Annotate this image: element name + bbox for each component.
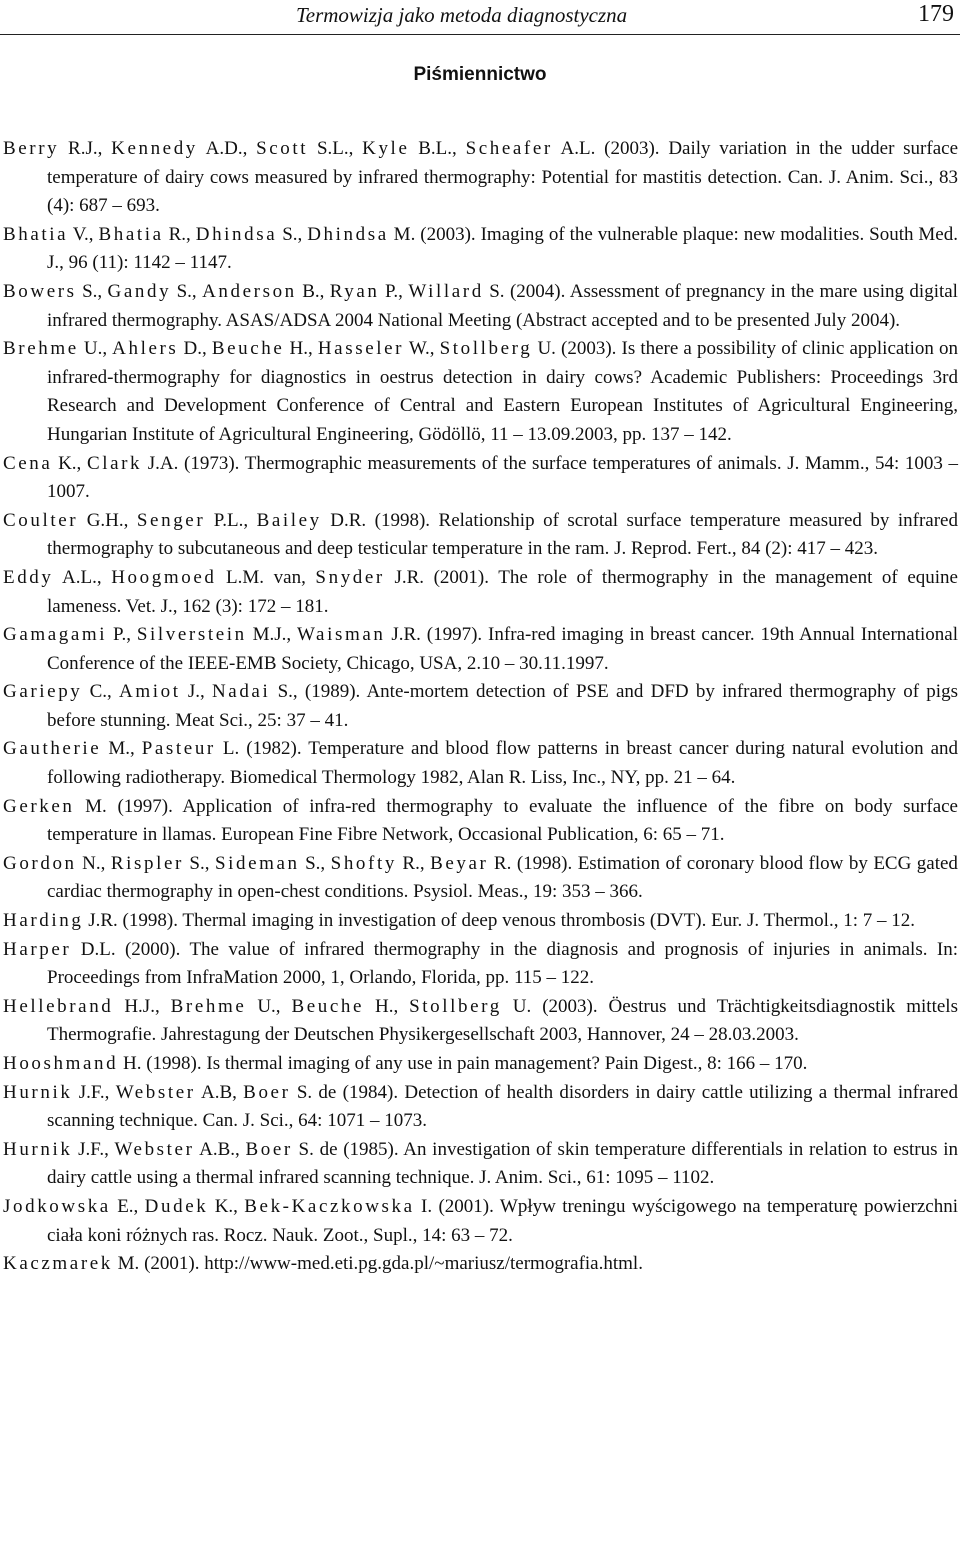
- author-surname: Hasseler: [317, 338, 405, 360]
- author-surname: Harper: [3, 938, 72, 960]
- author-surname: Scott: [256, 138, 309, 159]
- author-initials: M.: [112, 1253, 145, 1275]
- author-initials: S. de: [292, 1138, 344, 1160]
- author-initials: J.,: [180, 681, 212, 703]
- author-surname: Silverstein: [136, 624, 247, 646]
- author-initials: D.L.: [71, 938, 125, 960]
- reference-text: (1998). Relationship of scrotal surface temperature measured by infrared thermography to subcutaneous and deep testicular temperature in the ram. J. Reprod. Fert., 84 (2): 417 – 423.: [47, 509, 958, 560]
- reference-text: (1997). Application of infra-red thermography to evaluate the influence of the fibre on body surface temperature in llamas. European Fine Fibre Network, Occasional Publication, 6: 65 – 71.: [47, 795, 958, 846]
- author-surname: Bailey: [256, 509, 322, 531]
- running-header: [0, 0, 960, 35]
- author-surname: Boer: [243, 1081, 291, 1103]
- author-initials: M.: [388, 223, 421, 245]
- reference-text: (1989). Ante-mortem detection of PSE and DFD by infrared thermography of pigs before stunning. Meat Sci., 25: 37 – 41.: [47, 681, 958, 731]
- page-number: 179: [918, 1, 954, 27]
- reference-entry: [3, 1193, 958, 1250]
- reference-text: (1998). Is thermal imaging of any use in pain management? Pain Digest., 8: 166 – 170.: [146, 1053, 808, 1074]
- author-initials: J.R.: [385, 624, 427, 646]
- author-surname: Dhindsa: [195, 223, 278, 245]
- author-surname: Gerken: [3, 795, 75, 817]
- reference-entry: [3, 793, 958, 850]
- author-initials: S.: [483, 280, 510, 302]
- author-surname: Sideman: [214, 852, 300, 874]
- author-surname: Boer: [245, 1138, 293, 1160]
- author-initials: J.F.,: [72, 1138, 115, 1160]
- author-initials: A.B.,: [194, 1138, 246, 1160]
- author-surname: Kyle: [362, 138, 410, 159]
- author-surname: Brehme: [3, 338, 79, 360]
- author-surname: Kaczmarek: [3, 1253, 113, 1275]
- reference-entry: [3, 936, 958, 993]
- author-initials: P.,: [379, 280, 409, 302]
- author-initials: P.L.,: [205, 509, 257, 531]
- author-surname: Amiot: [119, 681, 181, 703]
- reference-text: (2000). The value of infrared thermography in the diagnosis and prognosis of injuries in animals. In: Proceedings from InfraMation 2000, 1, Orlando, Florida, pp. 115 – 122.: [47, 938, 958, 989]
- author-surname: Bowers: [3, 280, 77, 302]
- reference-text: (1998). Estimation of coronary blood flow by ECG gated cardiac thermography in open-chest conditions. Psysiol. Meas., 19: 353 – 366.: [47, 852, 958, 903]
- author-initials: J.R.: [83, 910, 123, 932]
- author-surname: Hellebrand: [3, 995, 114, 1017]
- author-surname: Hooshmand: [3, 1053, 119, 1074]
- author-initials: A.L.,: [53, 566, 112, 588]
- author-surname: Ryan: [329, 280, 380, 302]
- author-initials: D.R.: [321, 509, 375, 531]
- author-surname: Ahlers: [112, 338, 179, 360]
- author-initials: S.,: [270, 681, 305, 703]
- author-initials: W.,: [404, 338, 440, 360]
- author-initials: U.: [532, 338, 562, 360]
- reference-text: (2001). The role of thermography in the management of equine lameness. Vet. J., 162 (3): 172 – 181.: [47, 566, 958, 617]
- author-surname: Hurnik: [3, 1081, 73, 1103]
- reference-list: [3, 135, 958, 1279]
- author-surname: Senger: [136, 509, 206, 531]
- author-surname: Bek-Kaczkowska: [244, 1195, 415, 1217]
- reference-text: (2004). Assessment of pregnancy in the mare using digital infrared thermography. ASAS/ADSA 2004 National Meeting (Abstract accepted and to be presented July 2004).: [47, 280, 958, 331]
- reference-text: (2003). Öestrus und Trächtigkeitsdiagnostik mittels Thermografie. Jahrestagung der Deutschen Physikergesellschaft 2003, Hannover, 24 – 28.03.2003.: [47, 995, 958, 1046]
- author-surname: Clark: [86, 452, 143, 474]
- author-initials: P.,: [107, 624, 137, 646]
- author-surname: Coulter: [3, 509, 79, 531]
- author-initials: S.,: [277, 223, 308, 245]
- author-initials: H.,: [284, 338, 318, 360]
- author-surname: Webster: [115, 1081, 196, 1103]
- author-surname: Rispler: [110, 852, 184, 874]
- reference-entry: [3, 564, 958, 621]
- author-initials: J.R.: [384, 566, 434, 588]
- author-surname: Hurnik: [3, 1138, 73, 1160]
- reference-entry: [3, 1250, 958, 1279]
- author-initials: V.,: [68, 223, 99, 245]
- author-initials: K.,: [208, 1195, 245, 1217]
- author-surname: Beyar: [430, 852, 489, 874]
- author-initials: M.J.,: [246, 624, 298, 646]
- author-surname: Bhatia: [3, 223, 69, 245]
- author-surname: Eddy: [3, 566, 54, 588]
- reference-text: (2001). Wpływ treningu wyścigowego na temperaturę powierzchni ciała koni różnych ras. Rocz. Nauk. Zoot., Supl., 14: 63 – 72.: [47, 1195, 958, 1246]
- reference-entry: [3, 1079, 958, 1136]
- author-initials: L.M. van,: [216, 566, 316, 588]
- author-surname: Hoogmoed: [111, 566, 217, 588]
- author-surname: Nadai: [211, 681, 271, 703]
- author-initials: D.,: [178, 338, 212, 360]
- author-surname: Bhatia: [98, 223, 164, 245]
- author-surname: Harding: [3, 910, 84, 932]
- author-surname: Jodkowska: [3, 1195, 111, 1217]
- reference-entry: [3, 850, 958, 907]
- reference-text: (1985). An investigation of skin temperature differentials in relation to estrus in dairy cattle using a thermal infrared scanning technique. J. Anim. Sci., 61: 1095 – 1102.: [47, 1138, 958, 1189]
- author-surname: Stollberg: [409, 995, 502, 1017]
- author-initials: S.,: [171, 280, 203, 302]
- author-initials: N.,: [76, 852, 111, 874]
- reference-text: (2001). http://www-med.eti.pg.gda.pl/~mariusz/termografia.html.: [144, 1253, 643, 1275]
- author-initials: H.: [118, 1053, 147, 1074]
- author-surname: Gordon: [3, 852, 77, 874]
- author-surname: Gariepy: [3, 681, 83, 703]
- reference-entry: [3, 507, 958, 564]
- author-surname: Stollberg: [439, 338, 533, 360]
- reference-entry: [3, 450, 958, 507]
- author-surname: Gamagami: [3, 624, 108, 646]
- author-initials: S.,: [299, 852, 331, 874]
- author-surname: Dudek: [144, 1195, 209, 1217]
- author-initials: M.: [74, 795, 118, 817]
- author-initials: K.,: [52, 452, 87, 474]
- reference-text: (1982). Temperature and blood flow patterns in breast cancer during natural evolution and following radiotherapy. Biomedical Thermology 1982, Alan R. Liss, Inc., NY, pp. 21 – 64.: [47, 738, 959, 789]
- author-surname: Scheafer: [465, 138, 553, 159]
- reference-text: (1973). Thermographic measurements of the surface temperatures of animals. J. Mamm., 54: 1003 – 1007.: [47, 452, 958, 503]
- author-initials: S. de: [290, 1081, 343, 1103]
- author-surname: Willard: [408, 280, 484, 302]
- author-initials: S.L.,: [308, 138, 363, 159]
- reference-entry: [3, 621, 958, 678]
- author-initials: H.,: [364, 995, 410, 1017]
- author-initials: J.A.: [142, 452, 185, 474]
- author-initials: A.B,: [195, 1081, 244, 1103]
- author-initials: B.L.,: [409, 138, 466, 159]
- author-initials: R.: [488, 852, 517, 874]
- reference-entry: [3, 1050, 958, 1079]
- running-title: Termowizja jako metoda diagnostyczna: [296, 3, 628, 27]
- author-initials: U.,: [246, 995, 292, 1017]
- author-initials: E.,: [110, 1195, 145, 1217]
- author-surname: Cena: [3, 452, 53, 474]
- author-surname: Gandy: [107, 280, 172, 302]
- author-initials: H.J.,: [113, 995, 171, 1017]
- reference-entry: [3, 993, 958, 1050]
- reference-text: (2003). Imaging of the vulnerable plaque: new modalities. South Med. J., 96 (11): 1142 – 1147.: [47, 223, 958, 274]
- author-initials: S.,: [76, 280, 108, 302]
- author-surname: Beuche: [211, 338, 285, 360]
- author-initials: I.: [414, 1195, 439, 1217]
- reference-text: (1984). Detection of health disorders in dairy cattle utilizing a thermal infrared scanning technique. Can. J. Sci., 64: 1071 – 1073.: [47, 1081, 958, 1132]
- author-surname: Pasteur: [141, 738, 216, 760]
- author-initials: R.J.,: [59, 138, 112, 159]
- reference-text: (1998). Thermal imaging in investigation of deep venous thrombosis (DVT). Eur. J. Thermol., 1: 7 – 12.: [122, 910, 915, 932]
- author-initials: U.,: [78, 338, 113, 360]
- author-initials: G.H.,: [78, 509, 137, 531]
- author-surname: Gautherie: [3, 738, 102, 760]
- reference-entry: [3, 907, 958, 936]
- author-surname: Snyder: [315, 566, 385, 588]
- section-heading: Piśmiennictwo: [413, 64, 547, 85]
- author-surname: Webster: [114, 1138, 195, 1160]
- author-initials: L.: [215, 738, 247, 760]
- reference-entry: [3, 678, 958, 735]
- author-initials: R.,: [163, 223, 196, 245]
- author-initials: U.: [501, 995, 543, 1017]
- author-surname: Shofty: [330, 852, 397, 874]
- author-surname: Dhindsa: [307, 223, 389, 245]
- reference-text: (2003). Daily variation in the udder surface temperature of dairy cows measured by infrared thermography: Potential for mastitis detection. Can. J. Anim. Sci., 83 (4): 687 – 693.: [47, 138, 959, 217]
- reference-entry: [3, 1136, 958, 1193]
- reference-text: (2003). Is there a possibility of clinic application on infrared-thermography for diagnostics in oestrus detection in dairy cows? Academic Publishers: Proceedings 3rd Research and Development Conference of Central and Eastern European Institutes of Agricultural Engineering, Hungarian Institute of Agricultural Engineering, Gödöllö, 11 – 13.09.2003, pp. 137 – 142.: [47, 338, 958, 445]
- author-initials: A.D.,: [197, 138, 257, 159]
- author-initials: R.,: [396, 852, 431, 874]
- reference-entry: [3, 335, 958, 449]
- reference-text: (1997). Infra-red imaging in breast cancer. 19th Annual International Conference of the IEEE-EMB Society, Chicago, USA, 2.10 – 30.11.1997.: [47, 624, 958, 674]
- reference-entry: [3, 221, 958, 278]
- author-surname: Waisman: [297, 624, 386, 646]
- author-surname: Anderson: [202, 280, 297, 302]
- reference-entry: [3, 135, 958, 221]
- reference-entry: [3, 735, 958, 792]
- author-initials: C.,: [82, 681, 120, 703]
- author-surname: Kennedy: [111, 138, 198, 159]
- author-initials: M.,: [101, 738, 142, 760]
- author-surname: Brehme: [170, 995, 247, 1017]
- author-initials: J.F.,: [72, 1081, 116, 1103]
- author-initials: A.L.: [552, 138, 605, 159]
- author-initials: S.,: [183, 852, 215, 874]
- author-surname: Berry: [3, 138, 60, 159]
- reference-entry: [3, 278, 958, 335]
- author-surname: Beuche: [291, 995, 365, 1017]
- author-initials: B.,: [296, 280, 330, 302]
